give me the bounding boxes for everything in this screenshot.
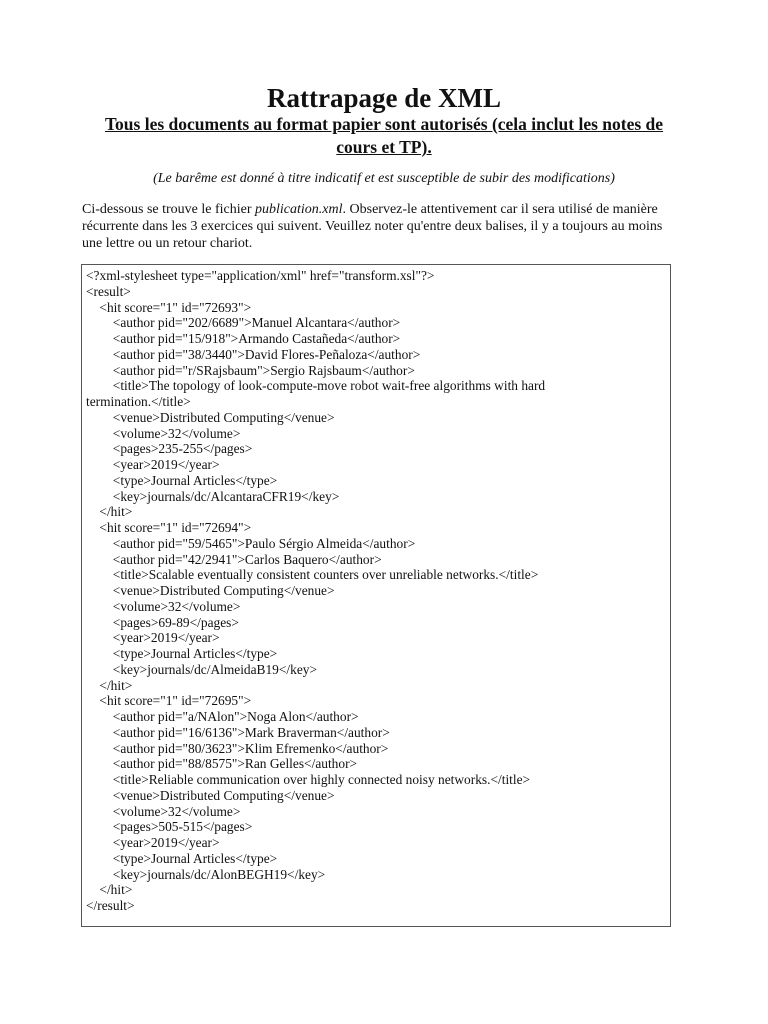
xml-line: <volume>32</volume> [86, 803, 241, 819]
xml-line: <venue>Distributed Computing</venue> [86, 409, 335, 425]
xml-line: <pages>235-255</pages> [86, 441, 253, 457]
xml-line: </result> [86, 898, 135, 913]
xml-line: <type>Journal Articles</type> [86, 646, 278, 661]
intro-filename: publication.xml [255, 202, 343, 217]
xml-line: <author pid="r/SRajsbaum">Sergio Rajsbaum</author> [86, 362, 415, 378]
xml-line: <result> [86, 283, 131, 299]
xml-line: <venue>Distributed Computing</venue> [86, 787, 335, 803]
xml-line: </hit> [86, 504, 133, 520]
intro-text-before: Ci-dessous se trouve le fichier [82, 202, 256, 217]
xml-line: <title>Reliable communication over highly connected noisy networks.</title> [86, 772, 531, 787]
xml-line: <type>Journal Articles</type> [86, 850, 278, 866]
xml-line: <key>journals/dc/AlcantaraCFR19</key> [86, 488, 340, 504]
xml-line: <key>journals/dc/AlmeidaB19</key> [86, 661, 318, 677]
page-title: Rattrapage de XML [267, 83, 501, 113]
xml-line: <pages>69-89</pages> [86, 614, 239, 630]
xml-line: <title>The topology of look-compute-move robot wait-free algorithms with hard [86, 378, 546, 394]
xml-line: <venue>Distributed Computing</venue> [86, 583, 335, 598]
xml-line: <author pid="80/3623">Klim Efremenko</author> [86, 740, 389, 756]
xml-line: <year>2019</year> [86, 457, 220, 472]
xml-line: <author pid="88/8575">Ran Gelles</author> [86, 756, 358, 772]
xml-line: <author pid="202/6689">Manuel Alcantara</author> [86, 315, 401, 331]
xml-line: <title>Scalable eventually consistent counters over unreliable networks.</title> [86, 567, 539, 583]
xml-line: <author pid="a/NAlon">Noga Alon</author> [86, 709, 359, 724]
xml-line: <author pid="38/3440">David Flores-Peñaloza</author> [86, 346, 421, 362]
xml-line: <volume>32</volume> [86, 425, 241, 441]
xml-line: <volume>32</volume> [86, 598, 241, 614]
xml-code-box [81, 264, 671, 927]
intro-text-after: . Observez-le attentivement car il sera utilisé de manière récurrente dans les 3 exercices qui suivent. Veuillez noter qu'entre deux balises, il y a toujours au moins une lettre ou un retour chariot. [82, 202, 663, 251]
xml-line: <author pid="42/2941">Carlos Baquero</author> [86, 551, 382, 567]
xml-line: <author pid="15/918">Armando Castañeda</author> [86, 331, 401, 346]
xml-line: <hit score="1" id="72693"> [86, 299, 252, 315]
xml-line: <pages>505-515</pages> [86, 819, 253, 835]
xml-line: <key>journals/dc/AlonBEGH19</key> [86, 866, 326, 882]
xml-line: <author pid="16/6136">Mark Braverman</author> [86, 724, 390, 740]
page-subtitle: Tous les documents au format papier sont autorisés (cela inclut les notes de cours et TP). [104, 114, 664, 157]
xml-line: termination.</title> [86, 394, 191, 409]
xml-line: <hit score="1" id="72695"> [86, 693, 252, 709]
xml-line: <year>2019</year> [86, 630, 220, 646]
intro-paragraph [82, 201, 678, 252]
xml-line: </hit> [86, 882, 133, 898]
xml-line: <?xml-stylesheet type="application/xml" href="transform.xsl"?> [86, 268, 435, 283]
xml-line: <year>2019</year> [86, 835, 220, 850]
xml-line: </hit> [86, 677, 133, 693]
xml-line: <hit score="1" id="72694"> [86, 520, 252, 535]
xml-line: <type>Journal Articles</type> [86, 472, 278, 488]
xml-line: <author pid="59/5465">Paulo Sérgio Almeida</author> [86, 535, 416, 551]
grading-note: (Le barême est donné à titre indicatif et est susceptible de subir des modifications) [153, 171, 615, 186]
